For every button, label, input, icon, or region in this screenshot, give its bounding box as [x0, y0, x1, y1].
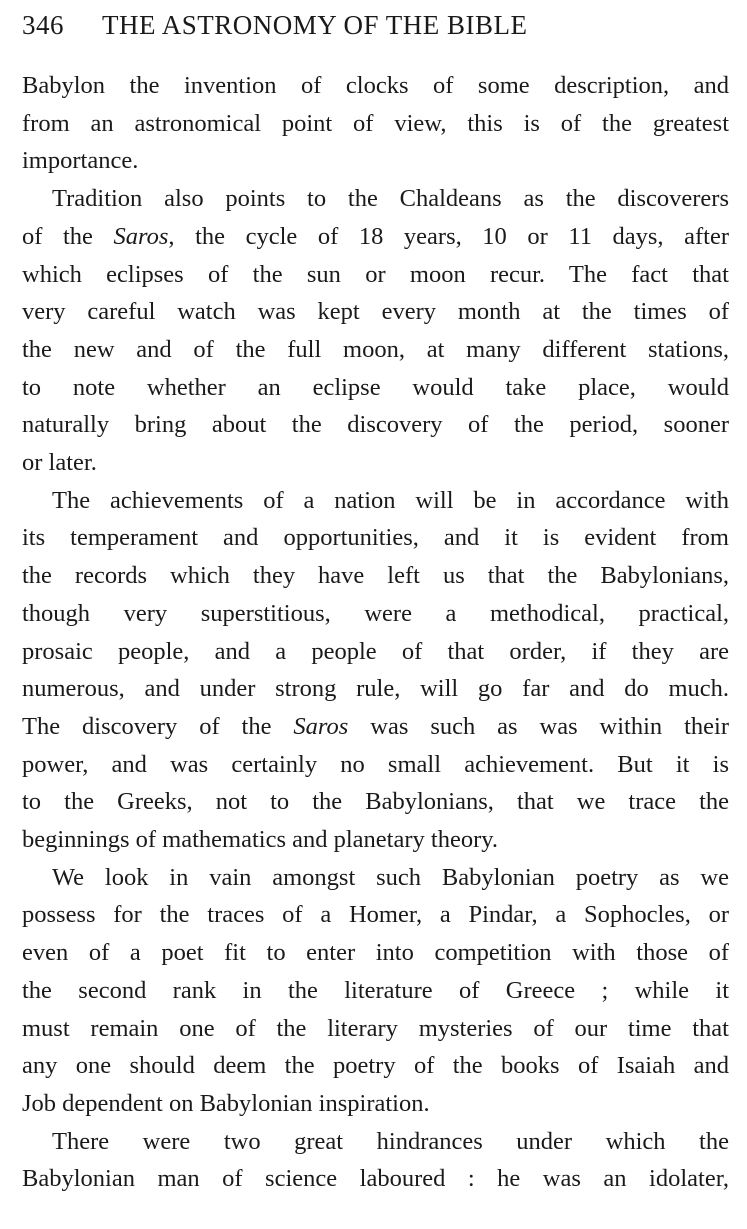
text-line: or later.: [22, 449, 97, 477]
book-title: THE ASTRONOMY OF THE BIBLE: [102, 10, 528, 40]
text-line-with-italic: [22, 708, 729, 746]
paragraph: [22, 859, 729, 1123]
text-line: from an astronomical point of view, this is of the greatest: [22, 109, 729, 137]
text-line: its temperament and opportunities, and it is evident from: [22, 524, 729, 552]
text-fragment: was such as was within their: [348, 712, 729, 740]
text-line: possess for the traces of a Homer, a Pindar, a Sophocles, or: [22, 901, 729, 929]
text-line: There were two great hindrances under which the: [52, 1127, 729, 1155]
body-text: [22, 67, 729, 1198]
text-line: numerous, and under strong rule, will go far and do much.: [22, 675, 729, 703]
text-line: The achievements of a nation will be in accordance with: [52, 486, 729, 514]
paragraph: [22, 180, 729, 482]
text-line: Job dependent on Babylonian inspiration.: [22, 1089, 430, 1117]
page-number: 346: [22, 10, 64, 40]
text-line: very careful watch was kept every month at the times of: [22, 298, 729, 326]
text-line: Babylonian man of science laboured : he was an idolater,: [22, 1165, 729, 1193]
text-fragment: of the: [22, 222, 114, 250]
text-line: Babylon the invention of clocks of some description, and: [22, 72, 729, 99]
text-line: the records which they have left us that the Babylonians,: [22, 562, 729, 590]
text-line: naturally bring about the discovery of the period, sooner: [22, 411, 729, 439]
text-line: beginnings of mathematics and planetary theory.: [22, 826, 499, 854]
text-line: power, and was certainly no small achievement. But it is: [22, 750, 729, 778]
text-line: to the Greeks, not to the Babylonians, that we trace the: [22, 788, 729, 816]
paragraph: [22, 1123, 729, 1198]
text-fragment: , the cycle of 18 years, 10 or 11 days, after: [168, 222, 729, 250]
text-fragment: The discovery of the: [22, 712, 294, 740]
paragraph: [22, 482, 729, 859]
text-line: which eclipses of the sun or moon recur. The fact that: [22, 260, 729, 288]
text-line: must remain one of the literary mysteries of our time that: [22, 1014, 729, 1042]
italic-term: Saros: [113, 222, 169, 250]
text-line: to note whether an eclipse would take place, would: [22, 373, 729, 401]
paragraph: [22, 67, 729, 180]
text-line: even of a poet fit to enter into competition with those of: [22, 939, 729, 967]
italic-term: Saros: [293, 712, 349, 740]
text-line: the second rank in the literature of Greece ; while it: [22, 976, 729, 1004]
text-line: any one should deem the poetry of the books of Isaiah and: [22, 1052, 729, 1080]
text-line: We look in vain amongst such Babylonian poetry as we: [52, 863, 729, 891]
text-line: Tradition also points to the Chaldeans as the discoverers: [52, 185, 729, 213]
text-line: prosaic people, and a people of that order, if they are: [22, 637, 729, 665]
text-line: though very superstitious, were a methodical, practical,: [22, 599, 729, 627]
running-head: [22, 10, 729, 46]
text-line: the new and of the full moon, at many different stations,: [22, 335, 729, 363]
text-line: importance.: [22, 147, 139, 175]
text-line-with-italic: [22, 218, 729, 256]
